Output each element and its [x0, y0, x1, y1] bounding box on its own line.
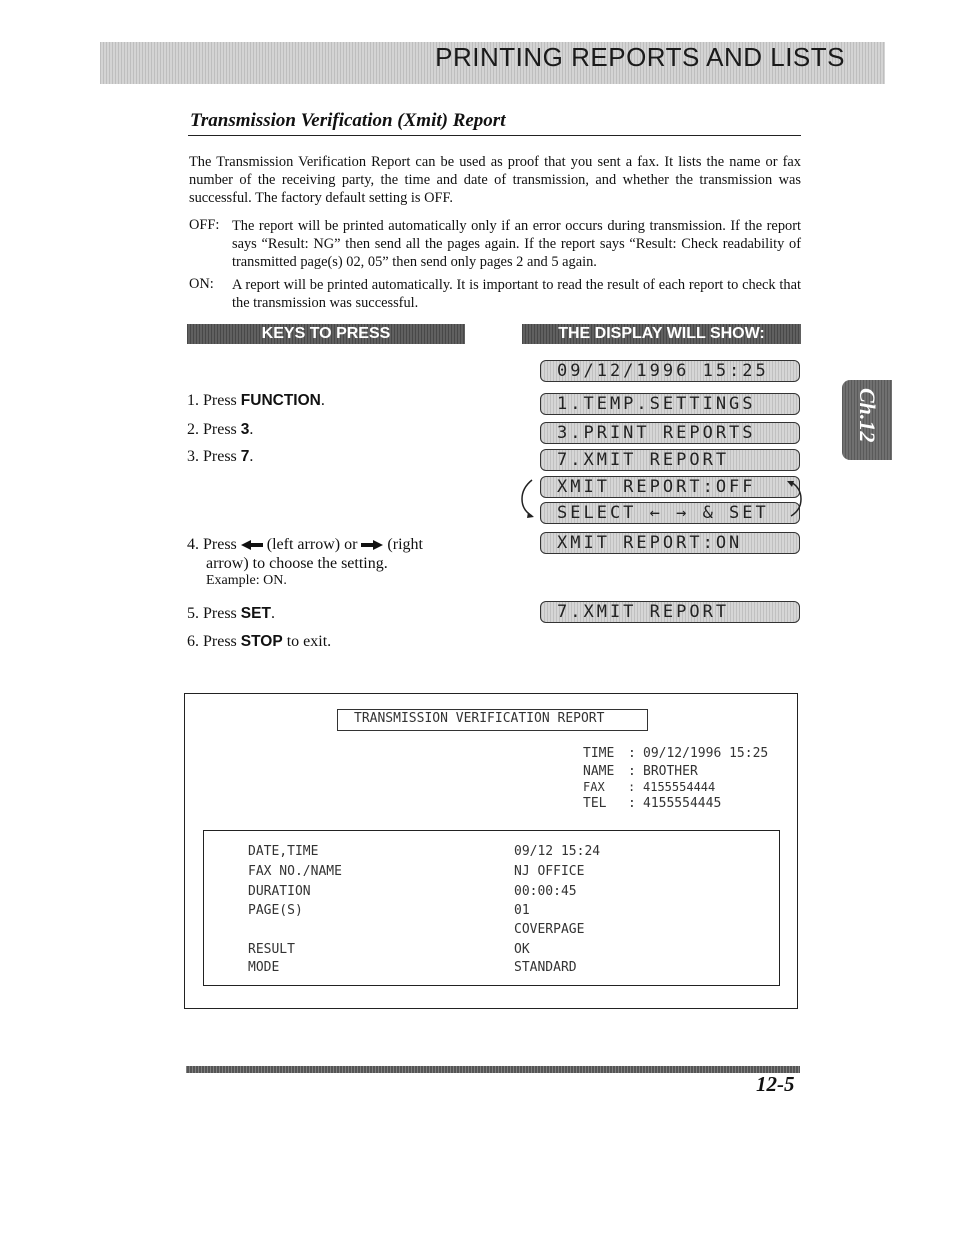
page-number: 12-5: [756, 1072, 795, 1096]
report-row-value: COVERPAGE: [514, 922, 585, 937]
section-title: Transmission Verification (Xmit) Report: [190, 110, 506, 131]
alternating-right-bracket-icon: [785, 478, 807, 520]
report-row-label: RESULT: [248, 942, 295, 957]
report-row-label: PAGE(S): [248, 903, 303, 918]
section-divider: [188, 135, 801, 136]
left-arrow-key-icon: [241, 540, 263, 550]
report-header-sep: :: [628, 796, 636, 811]
step-6: 6. Press STOP to exit.: [187, 633, 332, 650]
intro-paragraph: The Transmission Verification Report can be used as proof that you sent a fax. It lists the name or fax number of the receiving party, the time and date of transmission, and whether the transmission was successful. The factory default setting is OFF.: [189, 154, 801, 206]
report-row-value: 01: [514, 903, 530, 918]
right-arrow-key-icon: [361, 540, 383, 550]
banner-title: PRINTING REPORTS AND LISTS: [435, 42, 845, 72]
report-row-label: FAX NO./NAME: [248, 864, 342, 879]
option-off-label: OFF:: [189, 217, 220, 233]
footer-rule: [186, 1066, 800, 1073]
report-header-key-fax: FAX: [583, 780, 605, 794]
lcd-display-xmit-report: 7.XMIT REPORT: [540, 449, 800, 471]
lcd-display-xmit-report-final: 7.XMIT REPORT: [540, 601, 800, 623]
report-header-key-name: NAME: [583, 764, 615, 779]
lcd-display-select-set: SELECT ← → & SET: [540, 502, 800, 524]
report-header-value-time: 09/12/1996 15:25: [643, 746, 769, 761]
report-header-value-name: BROTHER: [643, 764, 698, 779]
display-will-show-header: THE DISPLAY WILL SHOW:: [522, 324, 801, 344]
step-4: 4. Press (left arrow) or (right: [187, 536, 423, 553]
keys-to-press-header: KEYS TO PRESS: [187, 324, 465, 344]
step-2: 2. Press 3.: [187, 421, 254, 438]
lcd-display-temp-settings: 1.TEMP.SETTINGS: [540, 393, 800, 415]
report-row-value: NJ OFFICE: [514, 864, 585, 879]
step-4-example: Example: ON.: [206, 573, 287, 588]
report-header-value-fax: 4155554444: [643, 780, 716, 794]
report-row-value: 09/12 15:24: [514, 844, 601, 859]
report-header-key-tel: TEL: [583, 796, 607, 811]
report-row-label: MODE: [248, 960, 280, 975]
option-on-text: A report will be printed automatically. It is important to read the result of each report to check that the transmission was successful.: [232, 277, 801, 311]
step-1: 1. Press FUNCTION.: [187, 392, 325, 409]
report-title-box: [337, 709, 648, 731]
lcd-display-xmit-on: XMIT REPORT:ON: [540, 532, 800, 554]
alternating-left-bracket-icon: [518, 478, 540, 520]
option-off-text: The report will be printed automatically only if an error occurs during transmission. If the report says “Result: NG” then send all the pages again. If the report says “Result: Check readability of transmitted page(s) 02, 05” then send only pages 2 and 5 again.: [232, 218, 801, 270]
step-4-line2: arrow) to choose the setting.: [206, 555, 388, 572]
option-on-label: ON:: [189, 276, 214, 292]
chapter-tab: [842, 380, 892, 460]
report-row-value: 00:00:45: [514, 884, 577, 899]
report-header-key-time: TIME: [583, 746, 615, 761]
report-title: TRANSMISSION VERIFICATION REPORT: [354, 711, 605, 726]
step-5: 5. Press SET.: [187, 605, 275, 622]
report-header-sep: :: [628, 764, 636, 779]
lcd-display-print-reports: 3.PRINT REPORTS: [540, 422, 800, 444]
chapter-tab-label: Ch.12: [855, 388, 880, 443]
report-row-label: DATE,TIME: [248, 844, 319, 859]
report-row-value: OK: [514, 942, 530, 957]
report-header-sep: :: [628, 746, 636, 761]
step-3: 3. Press 7.: [187, 448, 254, 465]
report-row-value: STANDARD: [514, 960, 577, 975]
lcd-display-xmit-off: XMIT REPORT:OFF: [540, 476, 800, 498]
report-row-label: DURATION: [248, 884, 311, 899]
header-banner: [100, 42, 885, 84]
report-header-sep: :: [628, 780, 636, 794]
report-header-value-tel: 4155554445: [643, 796, 722, 811]
lcd-display-date-time: 09/12/1996 15:25: [540, 360, 800, 382]
